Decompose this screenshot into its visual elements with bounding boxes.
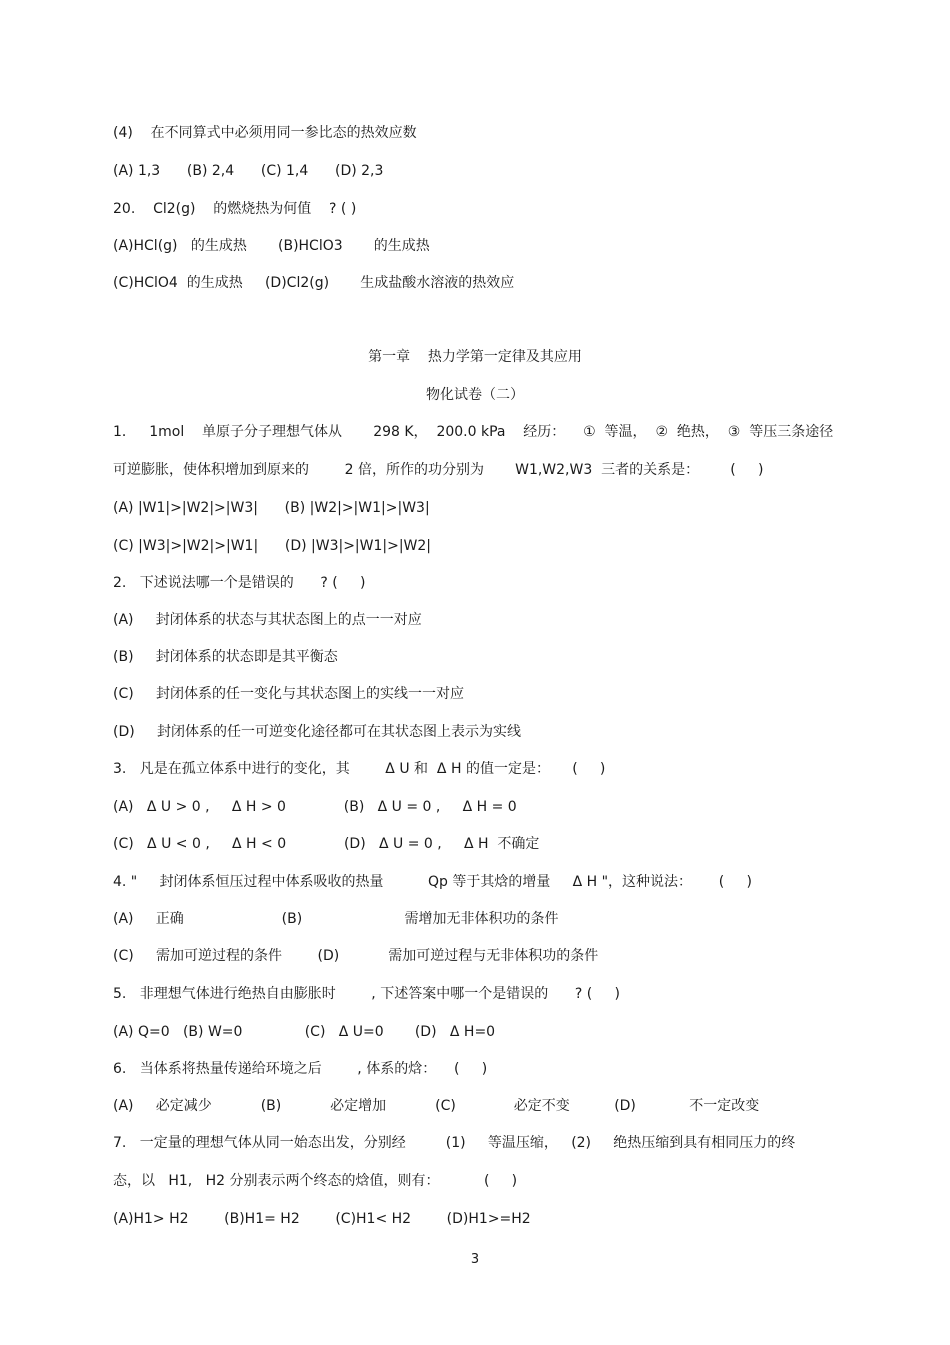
page-number: 3: [470, 1252, 480, 1267]
chapter-title: 第一章 热力学第一定律及其应用: [368, 349, 582, 365]
option-line: (A)H1> H2 (B)H1= H2 (C)H1< H2 (D)H1>=H2: [113, 1211, 531, 1227]
option-line: (A) Δ U > 0 , Δ H > 0 (B) Δ U = 0 , Δ H = 0: [113, 799, 517, 815]
question-line: 1． 1mol 单原子分子理想气体从 298 K， 200.0 kPa 经历： ① 等温， ② 绝热， ③ 等压三条途径: [113, 424, 834, 440]
question-line: 5. 非理想气体进行绝热自由膨胀时 , 下述答案中哪一个是错误的 ? ( ): [113, 986, 620, 1002]
question-line: 6. 当体系将热量传递给环境之后 , 体系的焓： ( ): [113, 1061, 488, 1077]
option-line: (C) Δ U < 0 , Δ H < 0 (D) Δ U = 0 , Δ H 不确定: [113, 836, 540, 852]
option-line: (A) 正确 (B) 需增加无非体积功的条件: [113, 911, 559, 927]
text-line: (A) 1,3 (B) 2,4 (C) 1,4 (D) 2,3: [113, 163, 384, 179]
question-line: 2. 下述说法哪一个是错误的 ? ( ): [113, 575, 366, 591]
text-line: 20. Cl2(g) 的燃烧热为何值 ? ( ): [113, 201, 357, 217]
option-line: (C) 封闭体系的任一变化与其状态图上的实线一一对应: [113, 686, 464, 702]
text-line: (A)HCl(g) 的生成热 (B)HClO3 的生成热: [113, 238, 430, 254]
question-line: 3. 凡是在孤立体系中进行的变化，其 Δ U 和 Δ H 的值一定是： ( ): [113, 761, 606, 777]
option-line: (C) 需加可逆过程的条件 (D) 需加可逆过程与无非体积功的条件: [113, 948, 599, 964]
option-line: (C) |W3|>|W2|>|W1| (D) |W3|>|W1|>|W2|: [113, 538, 432, 554]
text-line: (4) 在不同算式中必须用同一参比态的热效应数: [113, 125, 417, 141]
text-line: (C)HClO4 的生成热 (D)Cl2(g) 生成盐酸水溶液的热效应: [113, 275, 515, 291]
option-line: (A) 必定减少 (B) 必定增加 (C) 必定不变 (D) 不一定改变: [113, 1098, 760, 1114]
option-line: (D) 封闭体系的任一可逆变化途径都可在其状态图上表示为实线: [113, 724, 521, 740]
exam-subtitle: 物化试卷（二）: [426, 387, 524, 403]
option-line: (A) 封闭体系的状态与其状态图上的点一一对应: [113, 612, 422, 628]
option-line: (A) Q=0 (B) W=0 (C) Δ U=0 (D) Δ H=0: [113, 1024, 496, 1040]
option-line: (A) |W1|>|W2|>|W3| (B) |W2|>|W1|>|W3|: [113, 500, 430, 516]
question-line: 7. 一定量的理想气体从同一始态出发，分别经 (1) 等温压缩， (2) 绝热压缩到具有相同压力的终: [113, 1135, 796, 1151]
question-line: 态，以 H1, H2 分别表示两个终态的焓值，则有： ( ): [113, 1173, 518, 1189]
question-line: 可逆膨胀，使体积增加到原来的 2 倍，所作的功分别为 W1,W2,W3 三者的关系是： ( ): [113, 462, 764, 478]
question-line: 4. " 封闭体系恒压过程中体系吸收的热量 Qp 等于其焓的增量 Δ H "，这种说法： ( ): [113, 874, 752, 890]
option-line: (B) 封闭体系的状态即是其平衡态: [113, 649, 338, 665]
